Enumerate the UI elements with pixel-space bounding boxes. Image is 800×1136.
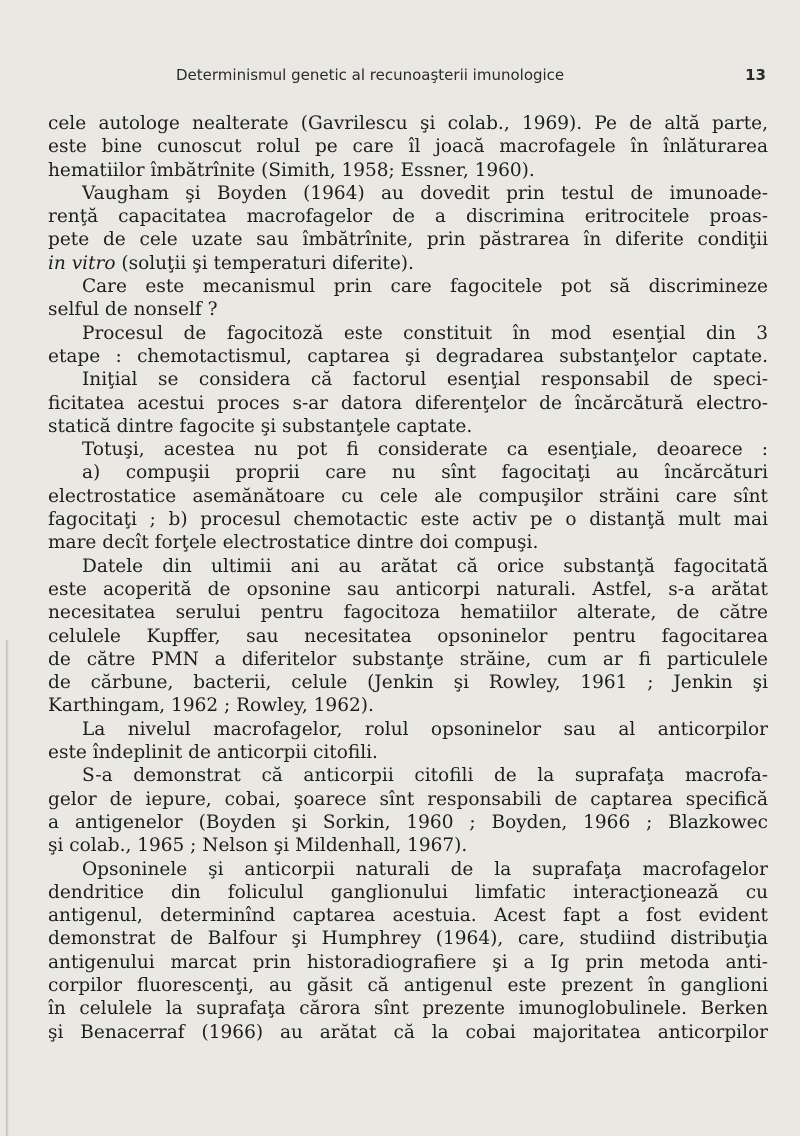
- text-line: demonstrat de Balfour şi Humphrey (1964), care, studiind distribuţia: [48, 928, 768, 950]
- text-line: antigenul, determinînd captarea acestuia. Acest fapt a fost evident: [48, 905, 768, 927]
- text-line: Procesul de fagocitoză este constituit în mod esenţial din 3: [82, 322, 768, 344]
- text-line: dendritice din foliculul ganglionului limfatic interacţionează cu: [48, 881, 768, 903]
- text-line: ficitatea acestui proces s-ar datora diferenţelor de încărcătură electro-: [48, 392, 768, 414]
- text-line: S-a demonstrat că anticorpii citofili de la suprafaţa macrofa-: [82, 765, 768, 787]
- text-line: a antigenelor (Boyden şi Sorkin, 1960 ; Boyden, 1966 ; Blazkowec: [48, 811, 768, 833]
- text-line: a) compuşii proprii care nu sînt fagocitaţi au încărcături: [82, 462, 768, 484]
- running-title: Determinismul genetic al recunoaşterii imunologice: [176, 66, 565, 84]
- text-line: cele autologe nealterate (Gavrilescu şi colab., 1969). Pe de altă parte,: [48, 113, 768, 134]
- running-head: [176, 66, 766, 86]
- text-line: pete de cele uzate sau îmbătrînite, prin păstrarea în diferite condiţii: [48, 229, 768, 251]
- text-line: celulele Kupffer, sau necesitatea opsoninelor pentru fagocitarea: [48, 625, 768, 647]
- body-text: [48, 112, 768, 1044]
- text-line: este bine cunoscut rolul pe care îl joacă macrofagele în înlăturarea: [48, 136, 768, 158]
- page-number: 13: [745, 66, 766, 84]
- text-line: etape : chemotactismul, captarea şi degradarea substanţelor captate.: [48, 345, 768, 367]
- latin-term: in vitro: [48, 252, 116, 274]
- text-line: Karthingam, 1962 ; Rowley, 1962).: [48, 695, 374, 717]
- text-line: Totuşi, acestea nu pot fi considerate ca esenţiale, deoarece :: [82, 439, 768, 461]
- text-line: fagocitaţi ; b) procesul chemotactic este activ pe o distanţă mult mai: [48, 509, 768, 531]
- text-line: corpilor fluorescenţi, au găsit că antigenul este prezent în ganglioni: [48, 974, 768, 996]
- text-line: şi Benacerraf (1966) au arătat că la cobai majoritatea anticorpilor: [48, 1021, 768, 1043]
- text-line: este acoperită de opsonine sau anticorpi naturali. Astfel, s-a arătat: [48, 578, 768, 600]
- text-line: selful de nonself ?: [48, 299, 218, 321]
- text-line: de către PMN a diferitelor substanţe străine, cum ar fi particulele: [48, 648, 768, 670]
- text-line: Datele din ultimii ani au arătat că orice substanţă fagocitată: [82, 555, 768, 577]
- text-line: statică dintre fagocite şi substanţele captate.: [48, 415, 473, 437]
- text-line: Vaugham şi Boyden (1964) au dovedit prin testul de imunoade-: [82, 182, 768, 204]
- text-line: gelor de iepure, cobai, şoarece sînt responsabili de captarea specifică: [48, 788, 768, 810]
- text-line: este îndeplinit de anticorpii citofili.: [48, 742, 378, 764]
- text-line: mare decît forţele electrostatice dintre doi compuşi.: [48, 532, 539, 554]
- page-edge-shadow: [6, 640, 9, 1136]
- text-line: de cărbune, bacterii, celule (Jenkin şi Rowley, 1961 ; Jenkin şi: [48, 672, 768, 694]
- text-line: şi colab., 1965 ; Nelson şi Mildenhall, 1967).: [48, 835, 468, 857]
- text-line: renţă capacitatea macrofagelor de a discrimina eritrocitele proas-: [48, 206, 768, 228]
- text-line: necesitatea serului pentru fagocitoza hematiilor alterate, de către: [48, 602, 768, 624]
- text-line: antigenului marcat prin historadiografiere şi a Ig prin metoda anti-: [48, 951, 768, 973]
- text-line: Iniţial se considera că factorul esenţial responsabil de speci-: [82, 369, 768, 391]
- text-line: hematiilor îmbătrînite (Simith, 1958; Essner, 1960).: [48, 159, 535, 181]
- text-line: in vitro (soluţii şi temperaturi diferite).: [48, 252, 414, 274]
- text-line: La nivelul macrofagelor, rolul opsoninelor sau al anticorpilor: [82, 718, 768, 740]
- text-line: în celulele la suprafaţa cărora sînt prezente imunoglobulinele. Berken: [48, 998, 768, 1020]
- text-line: Care este mecanismul prin care fagocitele pot să discrimineze: [82, 276, 768, 298]
- text-line: Opsoninele şi anticorpii naturali de la suprafaţa macrofagelor: [82, 858, 768, 880]
- text-line: electrostatice asemănătoare cu cele ale compuşilor străini care sînt: [48, 485, 768, 507]
